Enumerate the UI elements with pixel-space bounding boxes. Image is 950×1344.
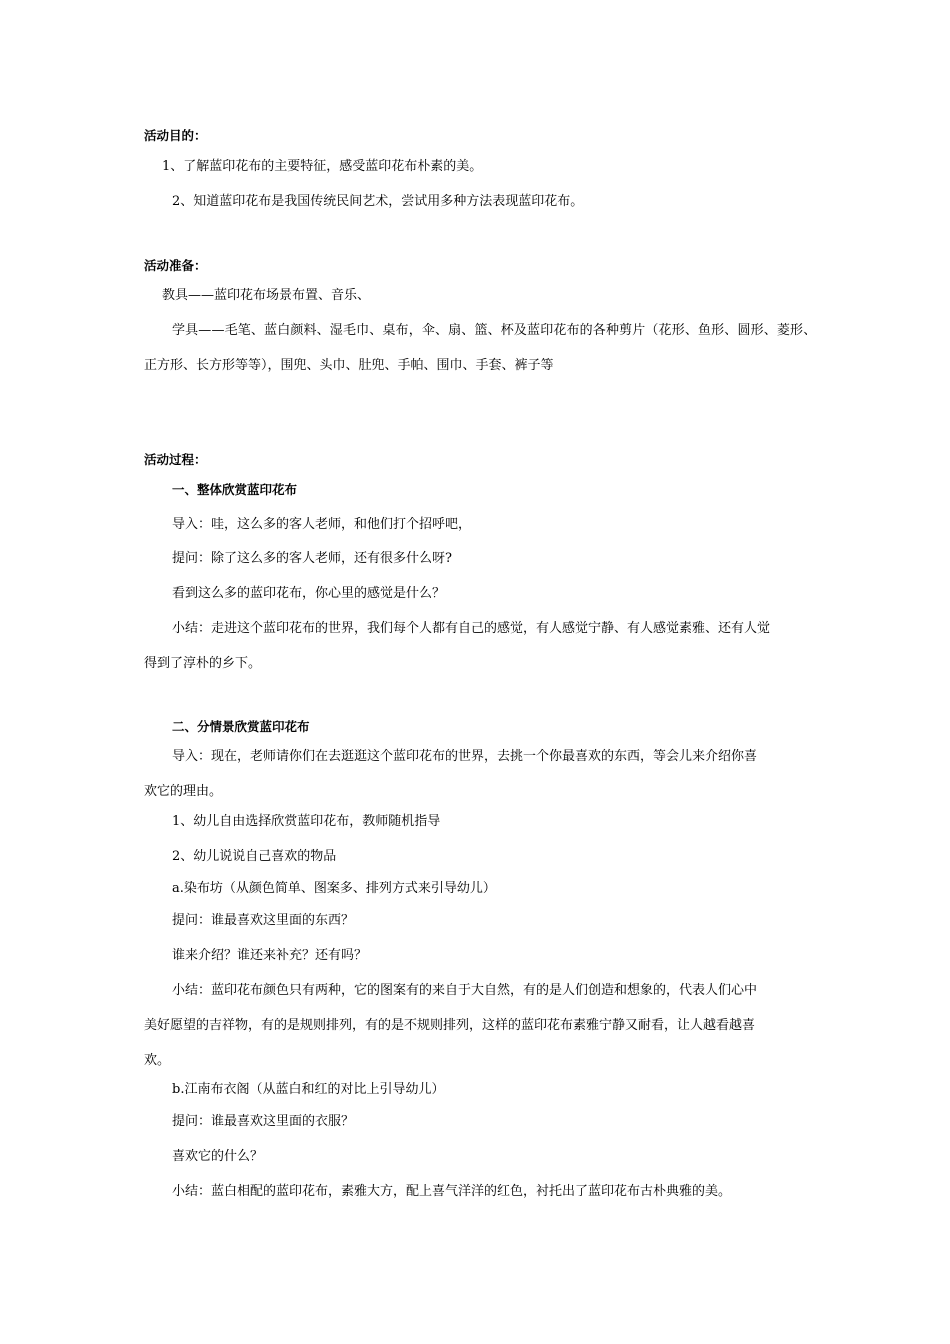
objectives-heading: 活动目的：	[144, 128, 207, 143]
part2-step-1: 1、幼儿自由选择欣赏蓝印花布，教师随机指导	[172, 814, 441, 829]
teacher-materials: 教具——蓝印花布场景布置、音乐、	[162, 288, 371, 303]
section-b-question-2: 喜欢它的什么？	[172, 1149, 264, 1164]
part1-title: 一、整体欣赏蓝印花布	[172, 482, 298, 497]
student-materials-line2: 正方形、长方形等等），围兜、头巾、肚兜、手帕、围巾、手套、裤子等	[144, 358, 554, 373]
section-b-question-1: 提问：谁最喜欢这里面的衣服？	[172, 1114, 355, 1129]
part1-summary-line2: 得到了淳朴的乡下。	[144, 656, 262, 671]
objective-item-1: 1、了解蓝印花布的主要特征，感受蓝印花布朴素的美。	[162, 159, 483, 174]
section-a-summary-line2: 美好愿望的吉祥物，有的是规则排列，有的是不规则排列，这样的蓝印花布素雅宁静又耐看，让人越看越喜	[144, 1018, 756, 1033]
process-heading: 活动过程：	[144, 452, 207, 467]
section-b-title: b.江南布衣阁（从蓝白和红的对比上引导幼儿）	[172, 1082, 445, 1097]
part2-title: 二、分情景欣赏蓝印花布	[172, 719, 310, 734]
section-a-question-2: 谁来介绍？谁还来补充？还有吗？	[172, 948, 368, 963]
section-b-summary: 小结：蓝白相配的蓝印花布，素雅大方，配上喜气洋洋的红色，衬托出了蓝印花布古朴典雅的美。	[172, 1184, 732, 1199]
part2-step-2: 2、幼儿说说自己喜欢的物品	[172, 849, 337, 864]
student-materials-line1: 学具——毛笔、蓝白颜料、湿毛巾、桌布，伞、扇、篮、杯及蓝印花布的各种剪片（花形、鱼形、圆形、菱形、	[172, 323, 817, 338]
section-a-question-1: 提问：谁最喜欢这里面的东西？	[172, 913, 355, 928]
part1-question-1: 提问：除了这么多的客人老师，还有很多什么呀?	[172, 551, 452, 566]
part1-question-2: 看到这么多的蓝印花布，你心里的感觉是什么？	[172, 586, 446, 601]
section-a-summary-line1: 小结：蓝印花布颜色只有两种，它的图案有的来自于大自然，有的是人们创造和想象的，代表人们心中	[172, 983, 758, 998]
section-a-summary-line3: 欢。	[144, 1053, 171, 1068]
objective-item-2: 2、知道蓝印花布是我国传统民间艺术，尝试用多种方法表现蓝印花布。	[172, 194, 584, 209]
preparation-heading: 活动准备：	[144, 258, 207, 273]
part1-summary-line1: 小结：走进这个蓝印花布的世界，我们每个人都有自己的感觉，有人感觉宁静、有人感觉素雅、还有人觉	[172, 621, 771, 636]
section-a-title: a.染布坊（从颜色简单、图案多、排列方式来引导幼儿）	[172, 881, 496, 896]
part2-intro-line1: 导入：现在，老师请你们在去逛逛这个蓝印花布的世界，去挑一个你最喜欢的东西，等会儿来介绍你喜	[172, 749, 758, 764]
part2-intro-line2: 欢它的理由。	[144, 784, 223, 799]
part1-intro: 导入：哇，这么多的客人老师，和他们打个招呼吧，	[172, 517, 472, 532]
